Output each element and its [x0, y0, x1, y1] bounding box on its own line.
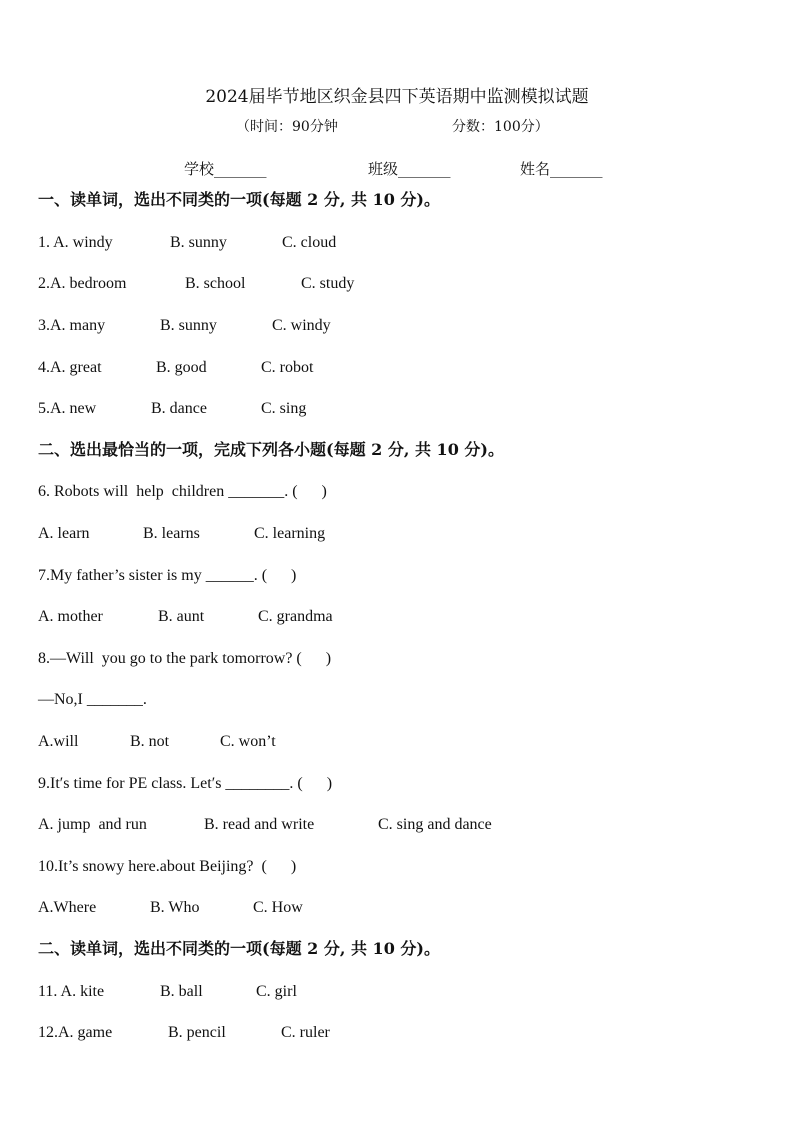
q12-option-a: 12.A. game	[38, 1024, 113, 1041]
exam-score: 分数：100分）	[452, 119, 549, 135]
q5-option-c: C. sing	[261, 400, 307, 417]
q9-stem: 9.It′s time for PE class. Let′s ________. ( )	[38, 775, 333, 792]
q3-option-c: C. windy	[272, 317, 331, 334]
q7-option-c: C. grandma	[258, 608, 333, 625]
exam-time: （时间：90分钟	[236, 119, 338, 135]
q11-option-c: C. girl	[256, 983, 297, 1000]
q8-stem: 8.—Will you go to the park tomorrow? ( )	[38, 650, 332, 667]
q9-option-a: A. jump and run	[38, 816, 147, 833]
q5-option-b: B. dance	[151, 400, 207, 417]
q11-option-a: 11. A. kite	[38, 983, 105, 1000]
section2-heading: 二、选出最恰当的一项，完成下列各小题(每题 2 分, 共 10 分)。	[38, 440, 504, 459]
q4-option-b: B. good	[156, 359, 207, 376]
q7-stem: 7.My father’s sister is my ______. ( )	[38, 567, 297, 584]
q8-option-a: A.will	[38, 733, 79, 750]
q3-option-b: B. sunny	[160, 317, 217, 334]
q6-stem: 6. Robots will help children _______. ( )	[38, 483, 327, 500]
section1-heading: 一、读单词，选出不同类的一项(每题 2 分, 共 10 分)。	[38, 190, 440, 209]
q8-option-c: C. won’t	[220, 733, 276, 750]
exam-title: 2024届毕节地区织金县四下英语期中监测模拟试题	[205, 87, 589, 107]
section3-heading: 二、读单词，选出不同类的一项(每题 2 分, 共 10 分)。	[38, 939, 440, 958]
name-field: 姓名_______	[520, 160, 603, 178]
q5-option-a: 5.A. new	[38, 400, 97, 417]
q9-option-b: B. read and write	[204, 816, 315, 833]
q7-option-a: A. mother	[38, 608, 103, 625]
q6-option-b: B. learns	[143, 525, 200, 542]
q10-option-a: A.Where	[38, 899, 97, 916]
q1-option-c: C. cloud	[282, 234, 337, 251]
q8-option-b: B. not	[130, 733, 170, 750]
q2-option-b: B. school	[185, 275, 246, 292]
q1-option-a: 1. A. windy	[38, 234, 113, 251]
q10-option-b: B. Who	[150, 899, 200, 916]
q4-option-a: 4.A. great	[38, 359, 102, 376]
q12-option-c: C. ruler	[281, 1024, 330, 1041]
q11-option-b: B. ball	[160, 983, 203, 1000]
q6-option-c: C. learning	[254, 525, 326, 542]
school-field: 学校_______	[184, 160, 267, 178]
q2-option-a: 2.A. bedroom	[38, 275, 127, 292]
q10-option-c: C. How	[253, 899, 303, 916]
q6-option-a: A. learn	[38, 525, 90, 542]
q1-option-b: B. sunny	[170, 234, 227, 251]
q9-option-c: C. sing and dance	[378, 816, 492, 833]
q8-reply: —No,I _______.	[38, 691, 147, 708]
class-field: 班级_______	[368, 160, 451, 178]
q7-option-b: B. aunt	[158, 608, 205, 625]
q4-option-c: C. robot	[261, 359, 314, 376]
q10-stem: 10.It’s snowy here.about Beijing? ( )	[38, 858, 297, 875]
q12-option-b: B. pencil	[168, 1024, 226, 1041]
q3-option-a: 3.A. many	[38, 317, 106, 334]
q2-option-c: C. study	[301, 275, 355, 292]
